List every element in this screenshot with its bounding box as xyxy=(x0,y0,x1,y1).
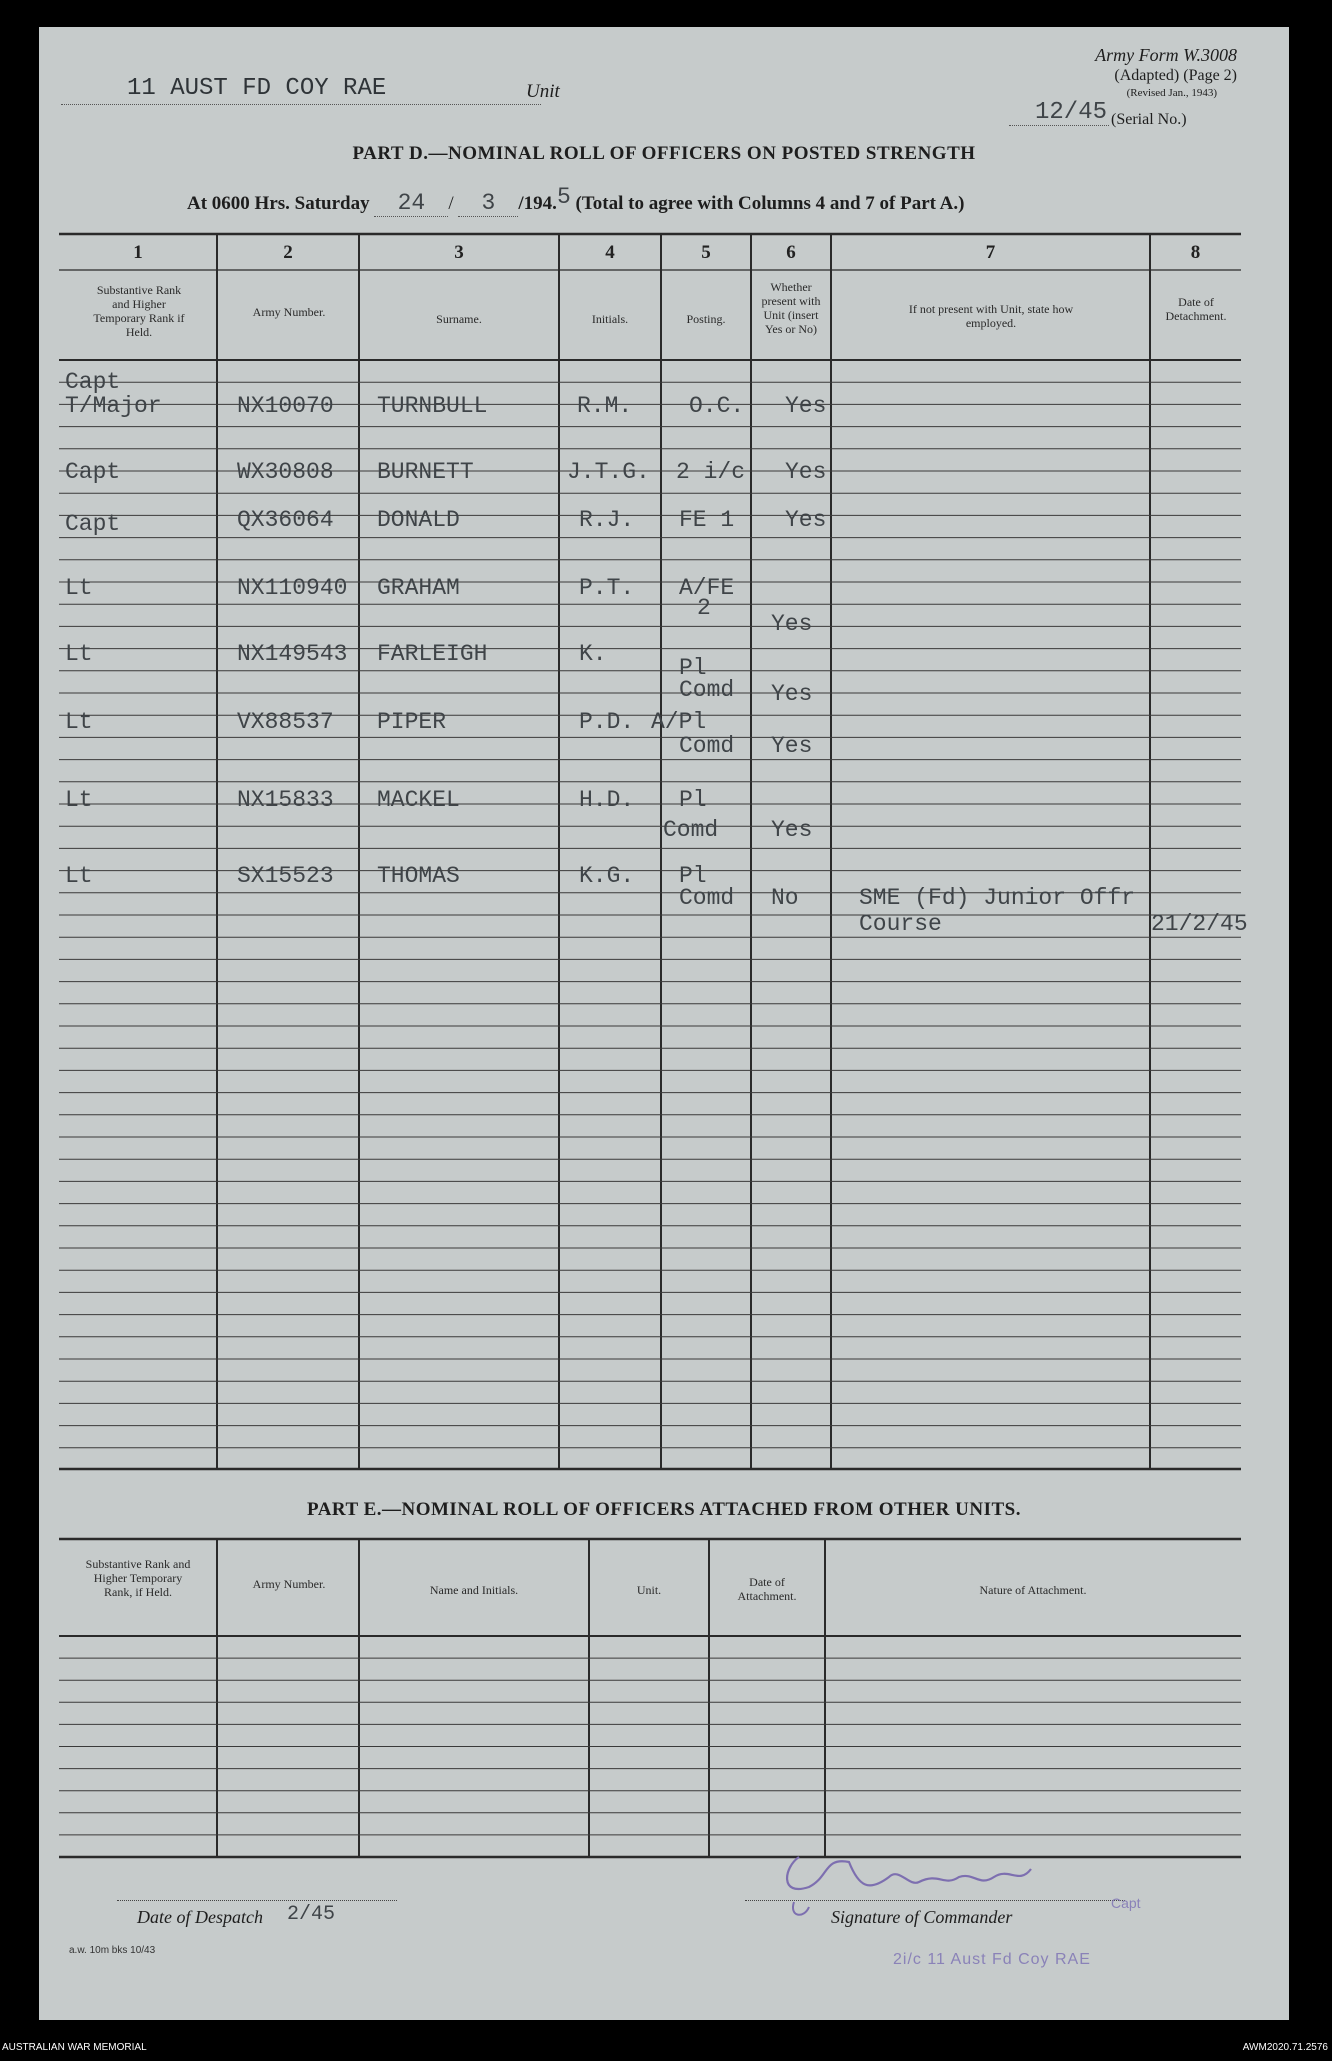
part-e-grid xyxy=(39,27,1289,2020)
row-1-present: Yes xyxy=(785,459,827,485)
row-5-initials: P.D. xyxy=(579,709,635,735)
row-5-posting: A/Pl xyxy=(651,709,707,735)
row-0-present: Yes xyxy=(785,393,827,419)
col-label-3: Surname. xyxy=(436,312,482,326)
col-label-6: Whether present with Unit (insert Yes or No) xyxy=(761,280,821,336)
row-7-detach: 21/2/45 xyxy=(1151,911,1248,937)
date-day: 24 xyxy=(374,190,448,217)
e-col-label-2: Army Number. xyxy=(252,1577,326,1591)
date-prefix: At 0600 Hrs. Saturday xyxy=(187,193,370,214)
row-6-number: NX15833 xyxy=(237,787,334,813)
col-num-5: 5 xyxy=(701,242,711,263)
row-6-posting2: Comd xyxy=(663,817,719,843)
document-sheet xyxy=(39,27,1289,2020)
serial-label: (Serial No.) xyxy=(1111,111,1187,128)
row-4-posting2: Comd xyxy=(679,677,735,703)
row-2-posting: FE 1 xyxy=(679,507,735,533)
archive-credit: AUSTRALIAN WAR MEMORIAL xyxy=(2,2042,147,2053)
row-4-initials: K. xyxy=(579,641,607,667)
row-1-posting: 2 i/c xyxy=(676,459,746,485)
row-2-present: Yes xyxy=(785,507,827,533)
unit-label: Unit xyxy=(526,81,560,102)
archive-accession: AWM2020.71.2576 xyxy=(1242,2042,1328,2053)
row-7-posting2: Comd xyxy=(679,885,735,911)
row-6-present: Yes xyxy=(771,817,813,843)
row-6-surname: MACKEL xyxy=(377,787,460,813)
row-3-posting: A/FE xyxy=(679,575,735,601)
row-2-rank: Capt xyxy=(65,511,121,537)
row-0-initials: R.M. xyxy=(577,393,633,419)
row-7-number: SX15523 xyxy=(237,863,334,889)
row-1-surname: BURNETT xyxy=(377,459,474,485)
col-label-5: Posting. xyxy=(686,312,726,326)
print-code: a.w. 10m bks 10/43 xyxy=(69,1945,156,1956)
row-4-surname: FARLEIGH xyxy=(377,641,488,667)
part-e-title: PART E.—NOMINAL ROLL OF OFFICERS ATTACHED FROM OTHER UNITS. xyxy=(307,1499,1021,1520)
row-0-number: NX10070 xyxy=(237,393,334,419)
signature-line xyxy=(745,1900,1125,1901)
row-0-rank2: T/Major xyxy=(65,393,162,419)
e-col-label-3: Name and Initials. xyxy=(429,1583,519,1597)
col-num-3: 3 xyxy=(454,242,464,263)
row-3-initials: P.T. xyxy=(579,575,635,601)
col-num-2: 2 xyxy=(283,242,293,263)
row-7-employed2: Course xyxy=(859,911,942,937)
col-num-6: 6 xyxy=(786,242,796,263)
row-0-posting: O.C. xyxy=(689,393,745,419)
row-7-present: No xyxy=(771,885,799,911)
row-1-number: WX30808 xyxy=(237,459,334,485)
row-4-posting: Pl xyxy=(679,655,707,681)
col-num-7: 7 xyxy=(985,242,996,263)
row-7-initials: K.G. xyxy=(579,863,635,889)
col-label-8: Date of Detachment. xyxy=(1165,295,1227,323)
e-col-label-6: Nature of Attachment. xyxy=(979,1583,1087,1597)
despatch-line xyxy=(117,1900,397,1901)
e-col-label-1: Substantive Rank and Higher Temporary Rank, if Held. xyxy=(85,1557,191,1599)
row-4-number: NX149543 xyxy=(237,641,348,667)
row-5-present: Yes xyxy=(771,733,813,759)
date-suffix: (Total to agree with Columns 4 and 7 of Part A.) xyxy=(575,193,965,214)
signature-rank: Capt xyxy=(1111,1895,1141,1911)
row-2-initials: R.J. xyxy=(579,507,635,533)
date-month: 3 xyxy=(458,190,518,217)
year-digit: 5 xyxy=(556,184,571,210)
row-6-rank: Lt xyxy=(65,787,93,813)
row-1-initials: J.T.G. xyxy=(567,459,650,485)
row-7-employed: SME (Fd) Junior Offr xyxy=(859,885,1136,911)
serial-value: 12/45 xyxy=(1035,99,1108,126)
unit-value: 11 AUST FD COY RAE xyxy=(127,75,387,102)
row-7-rank: Lt xyxy=(65,863,93,889)
part-d-title: PART D.—NOMINAL ROLL OF OFFICERS ON POSTED STRENGTH xyxy=(352,143,976,164)
form-revised: (Revised Jan., 1943) xyxy=(1126,87,1217,99)
col-num-8: 8 xyxy=(1190,242,1201,263)
date-line: At 0600 Hrs. Saturday 24 / 3 /194.5 (Total to agree with Columns 4 and 7 of Part A.) xyxy=(187,184,965,216)
row-5-posting2: Comd xyxy=(679,733,735,759)
row-0-surname: TURNBULL xyxy=(377,393,488,419)
row-6-initials: H.D. xyxy=(579,787,635,813)
row-4-present: Yes xyxy=(771,681,813,707)
row-3-surname: GRAHAM xyxy=(377,575,460,601)
unit-stamp: 2i/c 11 Aust Fd Coy RAE xyxy=(893,1951,1091,1968)
row-5-rank: Lt xyxy=(65,709,93,735)
e-col-label-4: Unit. xyxy=(636,1583,662,1597)
col-label-1: Substantive Rank and Higher Temporary Rank if Held. xyxy=(93,283,185,339)
despatch-value: 2/45 xyxy=(287,1903,336,1926)
row-7-surname: THOMAS xyxy=(377,863,460,889)
row-4-rank: Lt xyxy=(65,641,93,667)
form-adapted: (Adapted) (Page 2) xyxy=(1114,67,1237,84)
col-num-1: 1 xyxy=(133,242,143,263)
row-3-number: NX110940 xyxy=(237,575,348,601)
col-num-4: 4 xyxy=(605,242,615,263)
row-5-number: VX88537 xyxy=(237,709,334,735)
row-2-number: QX36064 xyxy=(237,507,334,533)
col-label-4: Initials. xyxy=(591,312,629,326)
row-3-rank: Lt xyxy=(65,575,93,601)
form-title: Army Form W.3008 xyxy=(1095,45,1237,65)
row-0-rank: Capt xyxy=(65,369,121,395)
e-col-label-5: Date of Attachment. xyxy=(737,1575,797,1603)
row-6-posting: Pl xyxy=(679,787,707,813)
year-prefix: /194. xyxy=(518,193,557,214)
despatch-label: Date of Despatch xyxy=(137,1907,263,1927)
row-3-posting2: 2 xyxy=(697,595,711,621)
row-1-rank: Capt xyxy=(65,459,121,485)
row-2-surname: DONALD xyxy=(377,507,460,533)
col-label-2: Army Number. xyxy=(252,305,326,319)
row-7-posting: Pl xyxy=(679,863,707,889)
col-label-7: If not present with Unit, state how employed. xyxy=(908,302,1074,330)
row-5-surname: PIPER xyxy=(377,709,447,735)
signature-label: Signature of Commander xyxy=(831,1907,1013,1927)
row-3-present: Yes xyxy=(771,611,813,637)
